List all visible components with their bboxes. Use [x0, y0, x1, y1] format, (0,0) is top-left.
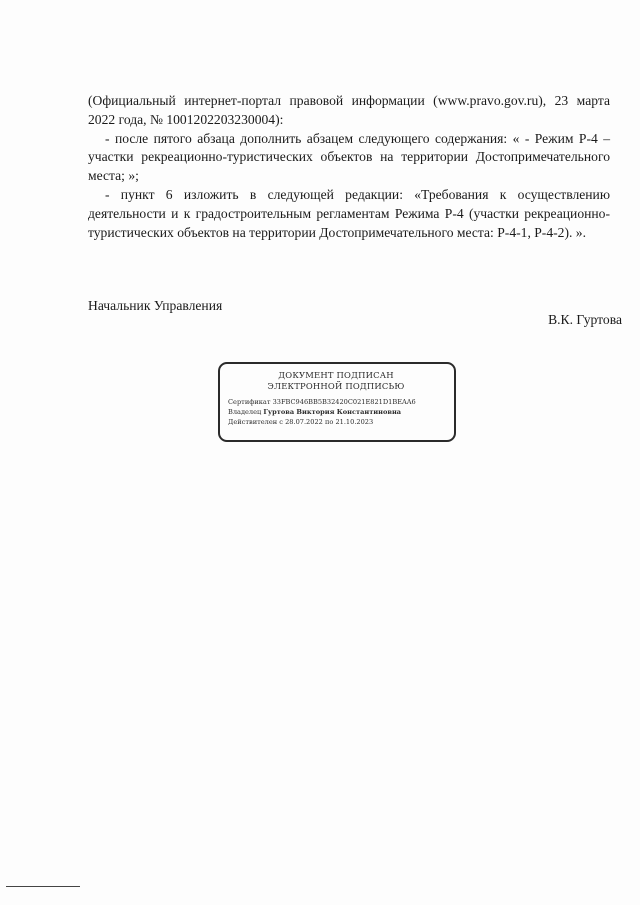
stamp-certificate-label: Сертификат [228, 398, 271, 406]
electronic-signature-stamp [218, 362, 456, 442]
paragraph-amendment-1: - после пятого абзаца дополнить абзацем следующего содержания: « - Режим Р-4 – участки рекреационно-туристических объектов на территории Достопримечательного места; »; [88, 130, 610, 184]
stamp-validity-from-label: с [279, 418, 283, 426]
stamp-details [228, 397, 444, 427]
stamp-title [228, 370, 444, 392]
stamp-validity-from: 28.07.2022 [285, 418, 323, 426]
stamp-owner-line [228, 407, 444, 417]
document-body [88, 92, 610, 242]
signatory-title: Начальник Управления [88, 298, 223, 313]
paragraph-amendment-2: - пункт 6 изложить в следующей редакции: «Требования к осуществлению деятельности и к градостроительным регламентам Режима Р-4 (участки рекреационно-туристических объектов на территории Достопримечательного места: Р-4-1, Р-4-2). ». [88, 186, 610, 240]
signatory-name: В.К. Гуртова [548, 312, 622, 327]
footnote-separator [6, 886, 80, 887]
stamp-validity-label: Действителен [228, 418, 278, 426]
paragraph-source-reference: (Официальный интернет-портал правовой информации (www.pravo.gov.ru), 23 марта 2022 года, № 1001202203230004): [88, 93, 610, 127]
stamp-validity-line [228, 417, 444, 427]
stamp-certificate-line [228, 397, 444, 407]
stamp-validity-to: 21.10.2023 [335, 418, 374, 426]
stamp-validity-to-label: по [324, 418, 334, 426]
stamp-title-line-1: ДОКУМЕНТ ПОДПИСАН [278, 370, 394, 380]
stamp-title-line-2: ЭЛЕКТРОННОЙ ПОДПИСЬЮ [267, 381, 405, 391]
stamp-owner-label: Владелец [228, 408, 262, 416]
stamp-certificate-value: 33FBC946BB5B32420C021E821D1BEAA6 [272, 398, 416, 406]
stamp-owner-value: Гуртова Виктория Константиновна [263, 408, 402, 416]
